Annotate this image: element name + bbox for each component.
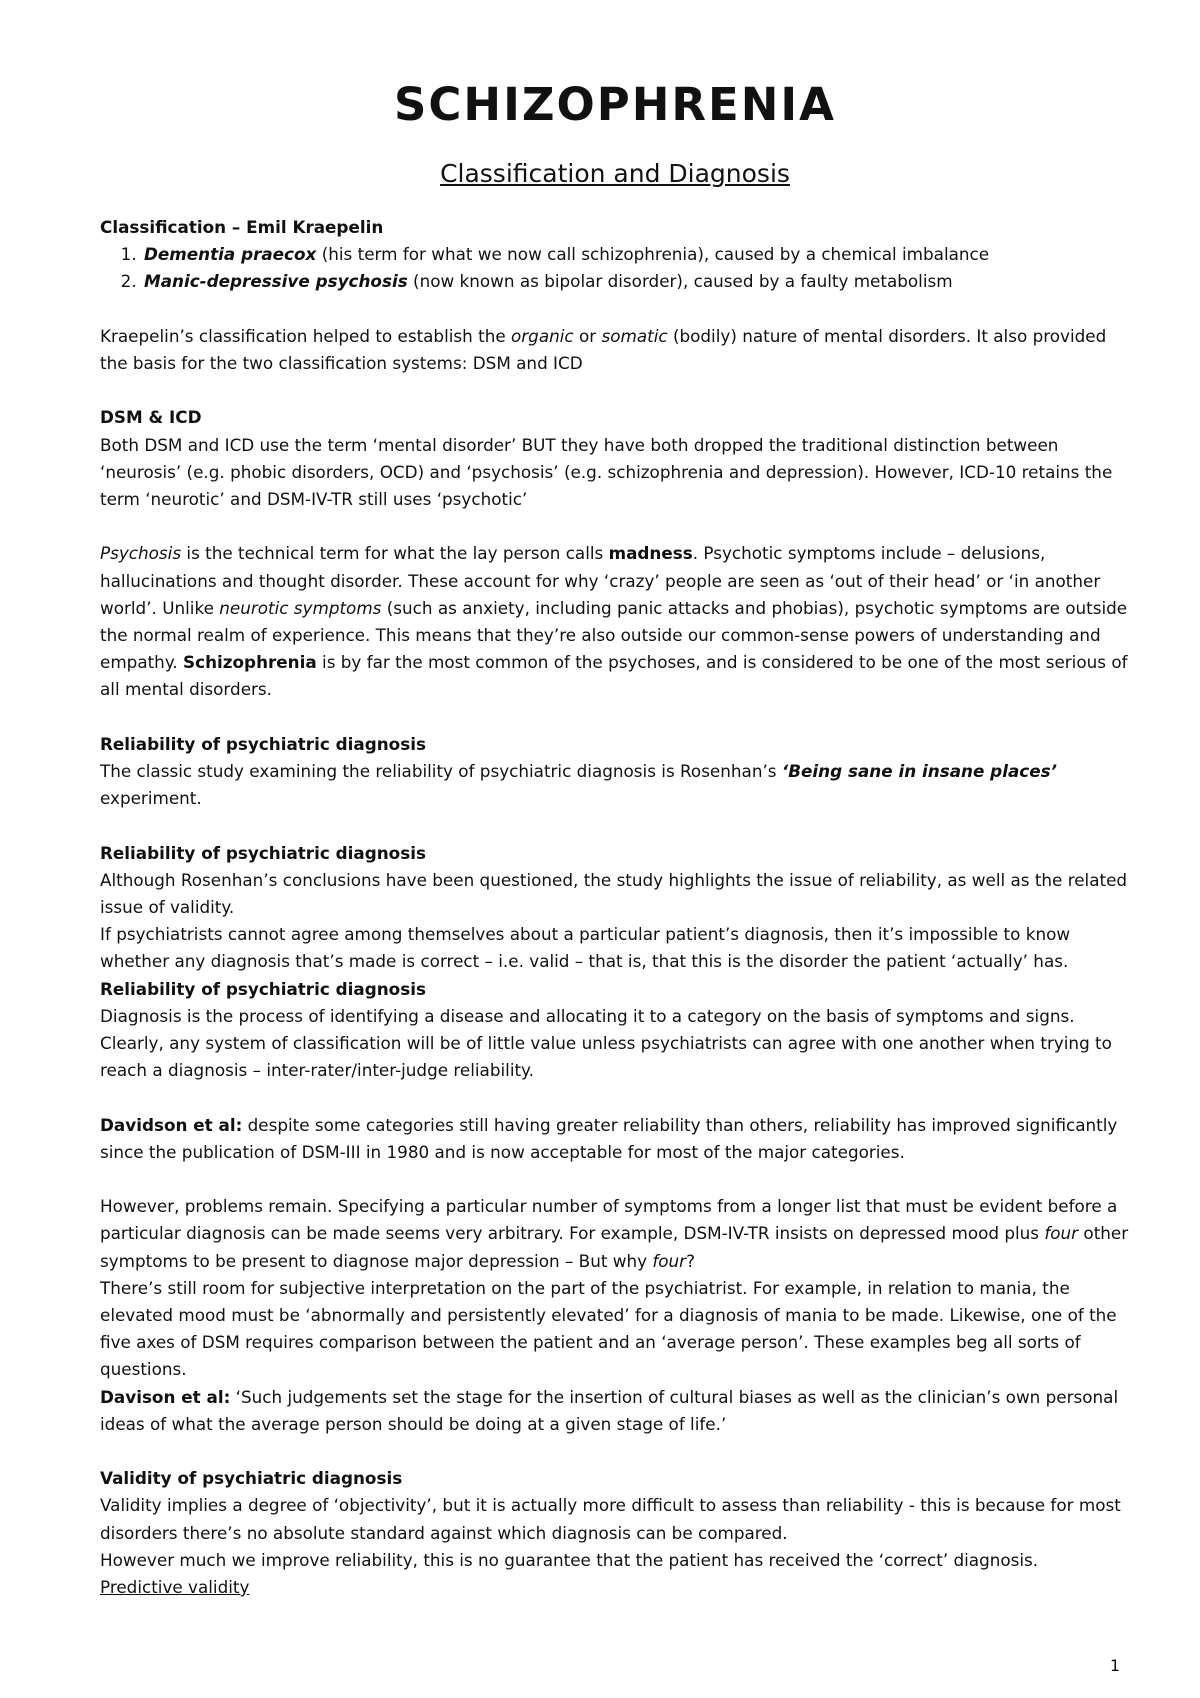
kraepelin-list bbox=[100, 241, 1130, 295]
document-title: SCHIZOPHRENIA bbox=[394, 78, 836, 131]
section-heading-reliability: Reliability of psychiatric diagnosis bbox=[100, 733, 426, 754]
reliability-paragraph: The classic study examining the reliability of psychiatric diagnosis is Rosenhan’s ‘Being sane in insane places’ experiment. bbox=[100, 761, 1057, 809]
list-item: 2. Manic-depressive psychosis (now known as bipolar disorder), caused by a faulty metabolism bbox=[142, 268, 1130, 295]
problems-paragraph: However, problems remain. Specifying a particular number of symptoms from a longer list that must be evident before a particular diagnosis can be made seems very arbitrary. For example, DSM-IV-TR insists on depressed mood plus four other symptoms to be present to diagnose major depression – But why four? bbox=[100, 1196, 1129, 1271]
page-content bbox=[100, 74, 1130, 1601]
kraepelin-paragraph: Kraepelin’s classification helped to establish the organic or somatic (bodily) nature of mental disorders. It also provided the basis for the two classification systems: DSM and ICD bbox=[100, 325, 1107, 373]
dsm-paragraph: Both DSM and ICD use the term ‘mental disorder’ BUT they have both dropped the traditional distinction between ‘neurosis’ (e.g. phobic disorders, OCD) and ‘psychosis’ (e.g. schizophrenia and depression). However, ICD-10 retains the term ‘neurotic’ and DSM-IV-TR still uses ‘psychotic’ bbox=[100, 434, 1113, 509]
reliability-paragraph: If psychiatrists cannot agree among themselves about a particular patient’s diagnosis, then it’s impossible to know whether any diagnosis that’s made is correct – i.e. valid – that is, that this is the disorder the patient ‘actually’ has. bbox=[100, 924, 1071, 972]
section-heading-dsm-icd: DSM & ICD bbox=[100, 407, 202, 428]
section-heading-validity: Validity of psychiatric diagnosis bbox=[100, 1468, 403, 1489]
document-subtitle: Classification and Diagnosis bbox=[440, 159, 790, 188]
psychosis-paragraph: Psychosis is the technical term for what the lay person calls madness. Psychotic symptoms include – delusions, hallucinations and thought disorder. These account for why ‘crazy’ people are seen as ‘out of their head’ or ‘in another world’. Unlike neurotic symptoms (such as anxiety, including panic attacks and phobias), psychotic symptoms are outside the normal realm of experience. This means that they’re also outside our common-sense powers of understanding and empathy. Schizophrenia is by far the most common of the psychoses, and is considered to be one of the most serious of all mental disorders. bbox=[100, 543, 1128, 700]
page-number: 1 bbox=[1109, 1656, 1120, 1675]
validity-paragraph: Validity implies a degree of ‘objectivity’, but it is actually more difficult to assess than reliability - this is because for most disorders there’s no absolute standard against which diagnosis can be compared. bbox=[100, 1495, 1121, 1543]
reliability-paragraph: Although Rosenhan’s conclusions have been questioned, the study highlights the issue of reliability, as well as the related issue of validity. bbox=[100, 869, 1128, 917]
list-item: 1. Dementia praecox (his term for what we now call schizophrenia), caused by a chemical imbalance bbox=[142, 241, 1130, 268]
davison-quote: Davison et al: ‘Such judgements set the stage for the insertion of cultural biases as well as the clinician’s own personal ideas of what the average person should be doing at a given stage of life.’ bbox=[100, 1386, 1119, 1434]
section-heading-kraepelin: Classification – Emil Kraepelin bbox=[100, 217, 384, 237]
section-heading-reliability: Reliability of psychiatric diagnosis bbox=[100, 978, 426, 999]
section-heading-reliability: Reliability of psychiatric diagnosis bbox=[100, 842, 426, 863]
davidson-paragraph: Davidson et al: despite some categories still having greater reliability than others, reliability has improved significantly since the publication of DSM-III in 1980 and is now acceptable for most of the major categories. bbox=[100, 1114, 1118, 1162]
validity-paragraph: However much we improve reliability, this is no guarantee that the patient has received the ‘correct’ diagnosis. bbox=[100, 1549, 1039, 1570]
problems-paragraph: There’s still room for subjective interpretation on the part of the psychiatrist. For example, in relation to mania, the elevated mood must be ‘abnormally and persistently elevated’ for a diagnosis of mania to be made. Likewise, one of the five axes of DSM requires comparison between the patient and an ‘average person’. These examples beg all sorts of questions. bbox=[100, 1277, 1117, 1380]
reliability-paragraph: Diagnosis is the process of identifying a disease and allocating it to a category on the basis of symptoms and signs. Clearly, any system of classification will be of little value unless psychiatrists can agree with one another when trying to reach a diagnosis – inter-rater/inter-judge reliability. bbox=[100, 1005, 1112, 1081]
predictive-validity-heading: Predictive validity bbox=[100, 1577, 250, 1598]
